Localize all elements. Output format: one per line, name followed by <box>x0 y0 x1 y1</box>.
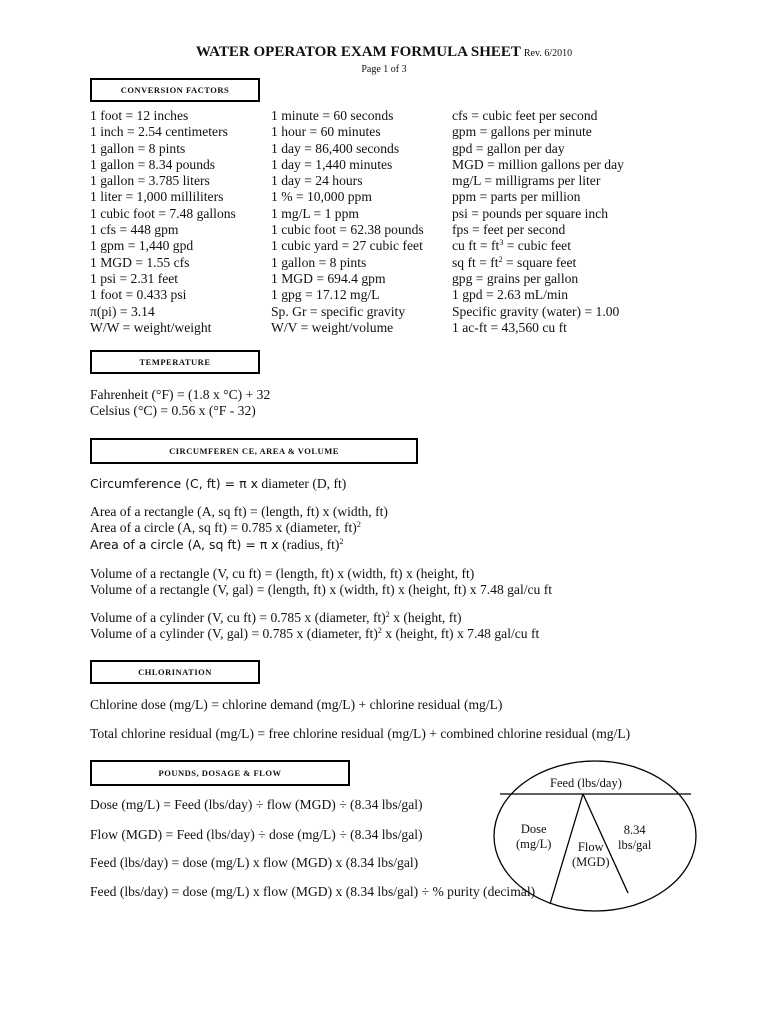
formula-celsius: Celsius (°C) = 0.56 x (°F - 32) <box>90 403 256 418</box>
conversion-item: 1 cfs = 448 gpm <box>90 222 179 238</box>
conversion-column-1 <box>90 108 236 336</box>
formula-circumference: Circumference (C, ft) = π x diameter (D, ft) <box>90 476 347 491</box>
conversion-item: 1 gpm = 1,440 gpd <box>90 238 194 254</box>
formula-dose: Dose (mg/L) = Feed (lbs/day) ÷ flow (MGD) ÷ (8.34 lbs/gal) <box>90 797 423 812</box>
conversion-item: 1 hour = 60 minutes <box>271 124 381 140</box>
diagram-constant-label: 8.34 lbs/gal <box>618 823 652 852</box>
conversion-item: gpd = gallon per day <box>452 140 565 156</box>
conversion-item: 1 foot = 12 inches <box>90 108 189 123</box>
conversion-item: 1 ac-ft = 43,560 cu ft <box>452 319 567 335</box>
conversion-item: 1 liter = 1,000 milliliters <box>90 189 224 205</box>
conversion-item: MGD = million gallons per day <box>452 156 624 172</box>
conversion-item: fps = feet per second <box>452 222 566 238</box>
conversion-item: 1 minute = 60 seconds <box>271 108 394 123</box>
conversion-item-cubic-feet: cu ft = $ft^3$ = cubic feet <box>452 238 571 254</box>
diagram-dose-label: Dose (mg/L) <box>516 822 552 851</box>
conversion-item: 1 cubic yard = 27 cubic feet <box>271 238 423 254</box>
formula-fahrenheit: Fahrenheit (°F) = (1.8 x °C) + 32 <box>90 387 271 402</box>
section-chlorination: CHLORINATION <box>90 660 260 684</box>
formula-cylinder-volume-gal: Volume of a cylinder (V, gal) = 0.785 x (diameter, ft)$^2$ x (height, ft) x 7.48 gal/cu ft <box>90 626 540 641</box>
section-circumference-area-volume: CIRCUMFEREN CE, AREA & VOLUME <box>90 438 418 464</box>
conversion-item: Specific gravity (water) = 1.00 <box>452 303 620 319</box>
formula-rectangle-volume-cuft: Volume of a rectangle (V, cu ft) = (length, ft) x (width, ft) x (height, ft) <box>90 566 475 581</box>
diagram-feed-label: Feed (lbs/day) <box>550 776 622 790</box>
conversion-item: 1 foot = 0.433 psi <box>90 287 187 303</box>
formula-cylinder-volume-cuft: Volume of a cylinder (V, cu ft) = 0.785 x (diameter, ft)$^2$ x (height, ft) <box>90 610 462 625</box>
formula-rectangle-area: Area of a rectangle (A, sq ft) = (length, ft) x (width, ft) <box>90 504 388 519</box>
conversion-item: W/V = weight/volume <box>271 319 394 335</box>
conversion-item-square-feet: sq ft = $ft^2$ = square feet <box>452 254 577 270</box>
conversion-column-2 <box>271 108 424 336</box>
revision: Rev. 6/2010 <box>523 48 573 59</box>
formula-rectangle-volume-gal: Volume of a rectangle (V, gal) = (length, ft) x (width, ft) x (height, ft) x 7.48 gal/cu ft <box>90 582 553 597</box>
conversion-item: 1 % = 10,000 ppm <box>271 189 372 205</box>
section-temperature: TEMPERATURE <box>90 350 260 374</box>
conversion-column-3 <box>452 108 624 336</box>
formula-circle-area-radius: Area of a circle (A, sq ft) = π x (radius, ft)$^2$ <box>90 537 344 552</box>
formula-flow: Flow (MGD) = Feed (lbs/day) ÷ dose (mg/L) ÷ (8.34 lbs/gal) <box>90 827 423 842</box>
dosage-circle-diagram <box>490 756 700 916</box>
formula-feed: Feed (lbs/day) = dose (mg/L) x flow (MGD) x (8.34 lbs/gal) <box>90 855 419 870</box>
conversion-item: 1 MGD = 1.55 cfs <box>90 254 190 270</box>
page-title <box>0 44 768 61</box>
conversion-item: W/W = weight/weight <box>90 319 212 335</box>
conversion-item: 1 cubic foot = 62.38 pounds <box>271 222 424 238</box>
title-text: WATER OPERATOR EXAM FORMULA SHEET <box>195 44 521 60</box>
conversion-item: 1 day = 24 hours <box>271 173 363 189</box>
conversion-item: 1 gallon = 8 pints <box>90 140 186 156</box>
conversion-item: 1 inch = 2.54 centimeters <box>90 124 228 140</box>
conversion-item: 1 mg/L = 1 ppm <box>271 205 359 221</box>
conversion-item: 1 day = 86,400 seconds <box>271 140 400 156</box>
conversion-item: psi = pounds per square inch <box>452 205 609 221</box>
conversion-item: 1 gpd = 2.63 mL/min <box>452 287 569 303</box>
conversion-item: Sp. Gr = specific gravity <box>271 303 406 319</box>
conversion-item: 1 gallon = 8 pints <box>271 254 367 270</box>
conversion-item: 1 cubic foot = 7.48 gallons <box>90 205 236 221</box>
conversion-item: gpm = gallons per minute <box>452 124 592 140</box>
conversion-item: 1 gallon = 3.785 liters <box>90 173 210 189</box>
conversion-item: 1 gpg = 17.12 mg/L <box>271 287 380 303</box>
conversion-item: ppm = parts per million <box>452 189 581 205</box>
conversion-item: 1 MGD = 694.4 gpm <box>271 270 386 286</box>
conversion-item: 1 day = 1,440 minutes <box>271 156 393 172</box>
formula-circle-area-diameter: Area of a circle (A, sq ft) = 0.785 x (diameter, ft)$^2$ <box>90 520 361 535</box>
conversion-item: cfs = cubic feet per second <box>452 108 598 123</box>
conversion-item: gpg = grains per gallon <box>452 270 579 286</box>
section-pounds-dosage-flow: POUNDS, DOSAGE & FLOW <box>90 760 350 786</box>
conversion-item: 1 gallon = 8.34 pounds <box>90 156 216 172</box>
diagram-flow-label: Flow (MGD) <box>572 840 610 869</box>
conversion-item: mg/L = milligrams per liter <box>452 173 601 189</box>
page-number: Page 1 of 3 <box>361 64 407 75</box>
section-conversion-factors: CONVERSION FACTORS <box>90 78 260 102</box>
formula-total-chlorine-residual: Total chlorine residual (mg/L) = free chlorine residual (mg/L) + combined chlorine residual (mg/L) <box>90 726 631 741</box>
formula-feed-purity: Feed (lbs/day) = dose (mg/L) x flow (MGD) x (8.34 lbs/gal) ÷ % purity (decimal) <box>90 884 536 899</box>
conversion-item: π(pi) = 3.14 <box>90 303 155 319</box>
conversion-item: 1 psi = 2.31 feet <box>90 270 179 286</box>
formula-chlorine-dose: Chlorine dose (mg/L) = chlorine demand (mg/L) + chlorine residual (mg/L) <box>90 697 503 712</box>
